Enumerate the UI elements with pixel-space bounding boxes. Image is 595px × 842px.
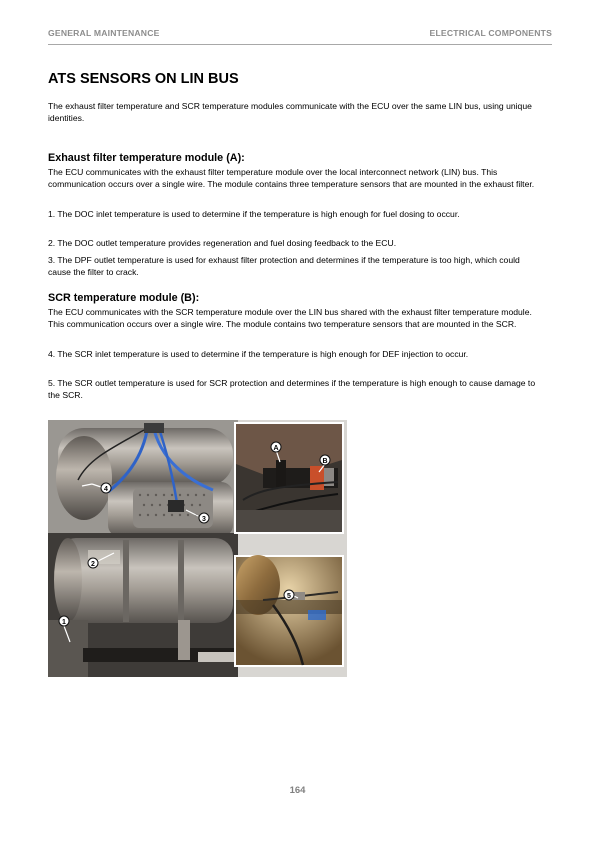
section-b-heading: SCR temperature module (B): xyxy=(48,292,200,304)
section-a-body: The ECU communicates with the exhaust filter temperature module over the local interconnect network (LIN) bus. This communication occurs over a single wire. The module contains three temperature sensors that are mounted in the exhaust filter. xyxy=(48,167,535,190)
section-b-body: The ECU communicates with the SCR temperature module over the LIN bus shared with the exhaust filter temperature module. This communication occurs over a single wire. The module contains two temperature sensors that are mounted in the SCR. xyxy=(48,307,532,330)
header-section-right: ELECTRICAL COMPONENTS xyxy=(429,28,552,38)
callout-5 xyxy=(284,590,294,600)
callout-5-label: 5 xyxy=(287,592,291,600)
callout-4-label: 4 xyxy=(104,485,108,493)
callout-1 xyxy=(59,616,69,626)
callout-a-label: A xyxy=(273,444,279,452)
page-header xyxy=(48,28,552,45)
exhaust-assembly-photo xyxy=(48,420,347,677)
header-section-left: GENERAL MAINTENANCE xyxy=(48,28,160,38)
scr-outlet-inset-photo xyxy=(234,555,344,667)
page-title: ATS SENSORS ON LIN BUS xyxy=(48,71,239,87)
section-b-item-4: 4. The SCR inlet temperature is used to determine if the temperature is high enough for DEF injection to occur. xyxy=(48,349,469,359)
callout-2-label: 2 xyxy=(91,560,95,568)
callout-b-label: B xyxy=(322,457,328,465)
callout-2 xyxy=(88,558,98,568)
module-inset-photo xyxy=(234,422,344,534)
sensor-location-figure xyxy=(48,420,347,677)
section-a-item-3: 3. The DPF outlet temperature is used for exhaust filter protection and determines if the temperature is too high, which could cause the filter to crack. xyxy=(48,255,520,278)
intro-paragraph: The exhaust filter temperature and SCR temperature modules communicate with the ECU over the same LIN bus, using unique identities. xyxy=(48,101,532,124)
callout-3-label: 3 xyxy=(202,515,206,523)
section-b-item-5: 5. The SCR outlet temperature is used for SCR protection and determines if the temperature is high enough to cause damage to the SCR. xyxy=(48,378,536,401)
section-a-item-1: 1. The DOC inlet temperature is used to determine if the temperature is high enough for fuel dosing to occur. xyxy=(48,209,460,219)
callout-b xyxy=(320,455,330,465)
section-a-heading: Exhaust filter temperature module (A): xyxy=(48,152,245,164)
page-number: 164 xyxy=(289,785,306,796)
callout-4 xyxy=(101,483,111,493)
callout-3 xyxy=(199,513,209,523)
section-a-item-2: 2. The DOC outlet temperature provides regeneration and fuel dosing feedback to the ECU. xyxy=(48,238,397,248)
callout-a xyxy=(271,442,281,452)
callout-1-label: 1 xyxy=(62,618,66,626)
